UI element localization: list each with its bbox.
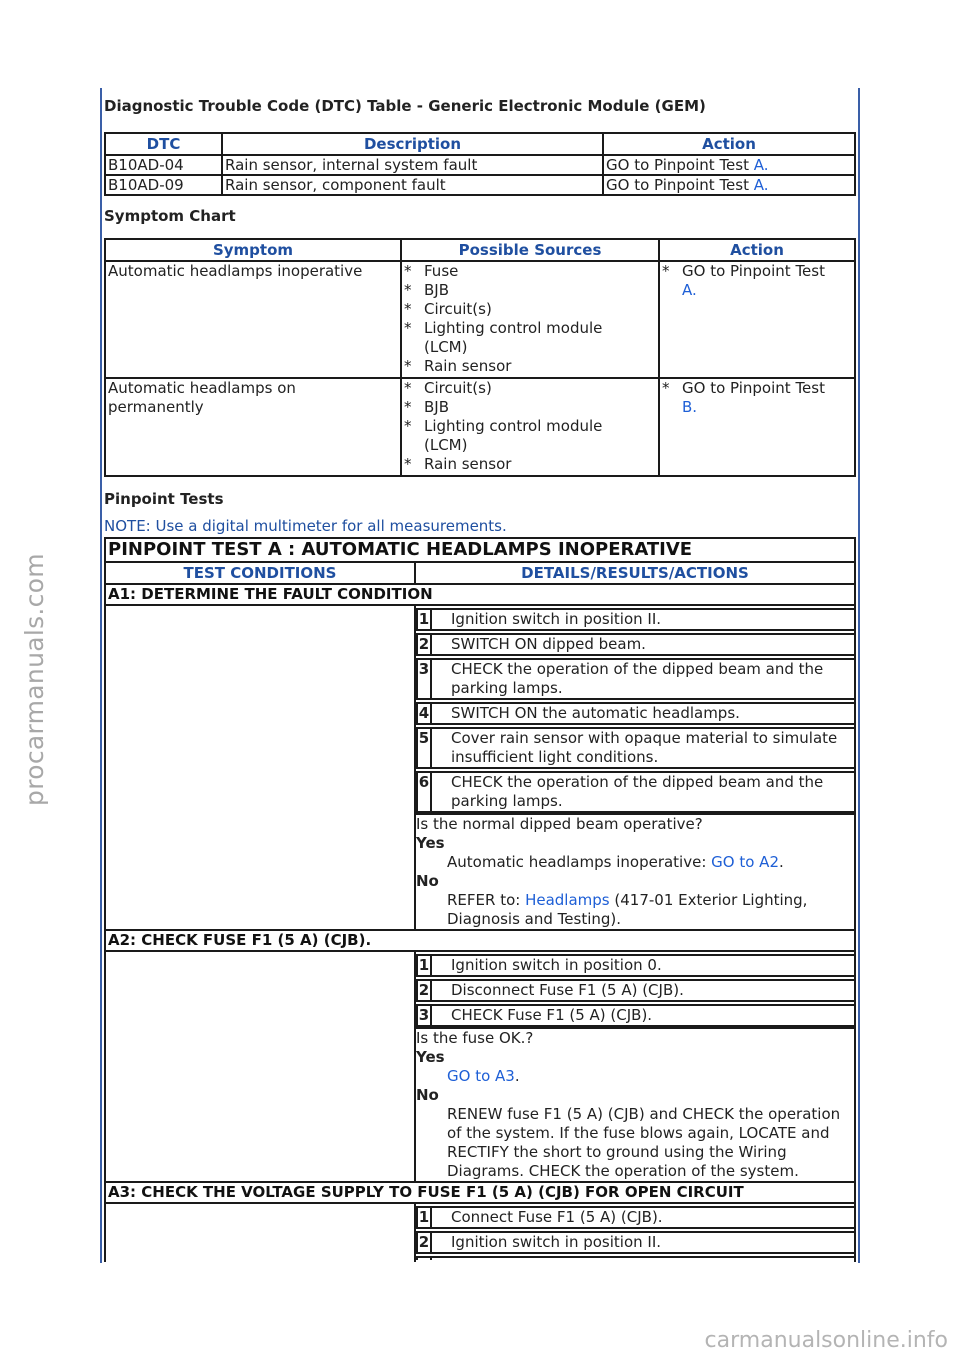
bullet-star: * [404,300,412,318]
source-text: Fuse [424,262,459,280]
bullet-star: * [662,262,670,280]
go-to-a2-link[interactable]: GO to A2 [711,853,779,871]
details-cell [415,951,855,1182]
bullet-star: * [662,379,670,397]
step-text: CHECK the operation of the dipped beam and the parking lamps. [451,773,824,810]
step-number: 1 [418,610,432,629]
list-item [416,1206,855,1229]
step-number: 1 [418,956,432,975]
details-cell [415,1203,855,1262]
bullet-star: * [404,357,412,375]
list-item [404,281,658,300]
source-text: Circuit(s) [424,300,492,318]
dtc-code: B10AD-04 [105,155,222,175]
source-text: BJB [424,281,450,299]
step-number: 5 [418,729,432,767]
yes-label: Yes [416,1048,445,1066]
bullet-star: * [404,319,412,337]
sources-col-header: Possible Sources [401,239,659,261]
multimeter-note: NOTE: Use a digital multimeter for all measurements. [104,517,507,535]
a3-body-row [105,1203,855,1262]
sources-list [404,262,658,376]
headlamps-link[interactable]: Headlamps [525,891,610,909]
step-number: 2 [418,1233,432,1252]
dtc-action [603,175,855,195]
symptom-header-row [105,239,855,261]
sources-cell [401,378,659,476]
action-col-header: Action [659,239,855,261]
list-item [416,727,855,769]
action-cell [659,378,855,476]
bullet-star: * [404,417,412,435]
a1-title-row [105,584,855,605]
list-item [416,979,855,1002]
list-item [416,608,855,631]
step-text: Connect Fuse F1 (5 A) (CJB). [451,1208,663,1226]
step-text: Ignition switch in position 0. [451,956,662,974]
bottom-watermark: carmanualsonline.info [704,1328,948,1353]
bullet-star: * [404,379,412,397]
no-answer [416,891,854,929]
pinpoint-tests-title: Pinpoint Tests [104,490,224,508]
test-conditions-cell [105,951,415,1182]
dtc-code: B10AD-09 [105,175,222,195]
list-item [416,1256,855,1260]
a3-steps [416,1206,855,1260]
list-item [662,262,854,300]
bullet-star: * [404,262,412,280]
step-text: CHECK Fuse F1 (5 A) (CJB). [451,1006,653,1024]
source-text: Circuit(s) [424,379,492,397]
action-text: GO to Pinpoint Test [682,379,825,397]
step-number: 4 [418,704,432,723]
yes-suffix: . [514,1067,520,1085]
list-item [404,455,658,474]
step-number-stub [418,1258,432,1260]
dtc-action [603,155,855,175]
manual-page-content [104,96,856,1262]
step-text: Cover rain sensor with opaque material to simulate insufficient light conditions. [451,729,838,766]
step-number: 2 [418,635,432,654]
a1-question-block [416,813,854,929]
right-margin-rule [858,88,860,1263]
table-row [105,378,855,476]
step-text: SWITCH ON the automatic headlamps. [451,704,740,722]
yes-text: Automatic headlamps inoperative: [447,853,712,871]
symptom-chart-title: Symptom Chart [104,207,236,225]
yes-label: Yes [416,834,445,852]
action-cell [659,261,855,378]
symptom-cell: Automatic headlamps inoperative [105,261,401,378]
action-list [662,379,854,417]
step-number: 3 [418,1006,432,1025]
details-results-header: DETAILS/RESULTS/ACTIONS [415,562,855,584]
list-item [404,319,658,357]
step-text: CHECK the operation of the dipped beam and the parking lamps. [451,660,824,697]
a1-steps [416,608,855,813]
side-watermark [16,0,52,1358]
yes-answer [416,1067,854,1086]
symptom-table [104,238,856,477]
table-row [105,175,855,195]
question-text: Is the normal dipped beam operative? [416,815,703,833]
symptom-col-header: Symptom [105,239,401,261]
table-row [105,261,855,378]
action-text: GO to Pinpoint Test [682,262,825,280]
list-item [416,633,855,656]
source-text: Rain sensor [424,357,512,375]
a1-body-row [105,605,855,930]
source-text: Lighting control module (LCM) [424,417,603,454]
dtc-description: Rain sensor, internal system fault [222,155,603,175]
yes-answer [416,853,854,872]
action-col-header: Action [603,133,855,155]
no-answer: RENEW fuse F1 (5 A) (CJB) and CHECK the operation of the system. If the fuse blows again, LOCATE and RECTIFY the short to ground using the Wiring Diagrams. CHECK the operation of the system. [447,1105,841,1180]
test-conditions-cell [105,605,415,930]
list-item [416,1231,855,1254]
question-text: Is the fuse OK.? [416,1029,534,1047]
pinpoint-a-link[interactable]: A. [753,156,769,174]
list-item [416,702,855,725]
dtc-table-title: Diagnostic Trouble Code (DTC) Table - Generic Electronic Module (GEM) [104,97,706,115]
dtc-description: Rain sensor, component fault [222,175,603,195]
details-cell [415,605,855,930]
step-a3-title: A3: CHECK THE VOLTAGE SUPPLY TO FUSE F1 (5 A) (CJB) FOR OPEN CIRCUIT [105,1182,855,1203]
step-text: SWITCH ON dipped beam. [451,635,646,653]
source-text: Rain sensor [424,455,512,473]
pinpoint-test-title: PINPOINT TEST A : AUTOMATIC HEADLAMPS INOPERATIVE [105,538,855,562]
dtc-action-text: GO to Pinpoint Test [606,156,754,174]
source-text: BJB [424,398,450,416]
list-item [404,357,658,376]
symptom-cell [105,378,401,476]
step-text: Disconnect Fuse F1 (5 A) (CJB). [451,981,684,999]
yes-suffix: . [779,853,784,871]
bullet-star: * [404,455,412,473]
no-label: No [416,1086,439,1104]
test-conditions-header: TEST CONDITIONS [105,562,415,584]
table-row [105,155,855,175]
dtc-header-row [105,133,855,155]
pinpoint-a-link[interactable]: A. [753,176,769,194]
pinpoint-test-a-table [104,537,856,1262]
no-label: No [416,872,439,890]
list-item [662,379,854,417]
step-number: 3 [418,660,432,698]
dtc-col-header: DTC [105,133,222,155]
pinpoint-b-link[interactable]: B. [682,398,698,416]
no-prefix: REFER to: [447,891,526,909]
step-text: Ignition switch in position II. [451,610,662,628]
bullet-star: * [404,398,412,416]
list-item [404,300,658,319]
a2-question-block [416,1027,854,1181]
step-a2-title: A2: CHECK FUSE F1 (5 A) (CJB). [105,930,855,951]
a2-title-row [105,930,855,951]
bullet-star: * [404,281,412,299]
list-item [404,398,658,417]
list-item [416,658,855,700]
go-to-a3-link[interactable]: GO to A3 [447,1067,515,1085]
symptom-text: Automatic headlamps on permanently [108,379,296,416]
test-conditions-cell [105,1203,415,1262]
pinpoint-title-row [105,538,855,562]
list-item [416,954,855,977]
pinpoint-header-row [105,562,855,584]
a2-steps [416,954,855,1027]
description-col-header: Description [222,133,603,155]
step-text: Ignition switch in position II. [451,1233,662,1251]
list-item [404,417,658,455]
side-watermark-text: procarmanuals.com [19,552,49,806]
a2-body-row [105,951,855,1182]
left-margin-rule [100,88,102,1263]
list-item [404,262,658,281]
a3-title-row [105,1182,855,1203]
step-number: 2 [418,981,432,1000]
no-suffix: (417-01 Exterior Lighting, Diagnosis and Testing). [447,891,808,928]
dtc-table [104,132,856,196]
list-item [404,379,658,398]
step-a1-title: A1: DETERMINE THE FAULT CONDITION [105,584,855,605]
sources-list [404,379,658,474]
step-number: 6 [418,773,432,811]
pinpoint-a-link[interactable]: A. [682,281,697,299]
sources-cell [401,261,659,378]
action-list [662,262,854,300]
list-item [416,1004,855,1027]
list-item [416,771,855,813]
dtc-action-text: GO to Pinpoint Test [606,176,754,194]
step-number: 1 [418,1208,432,1227]
source-text: Lighting control module (LCM) [424,319,603,356]
